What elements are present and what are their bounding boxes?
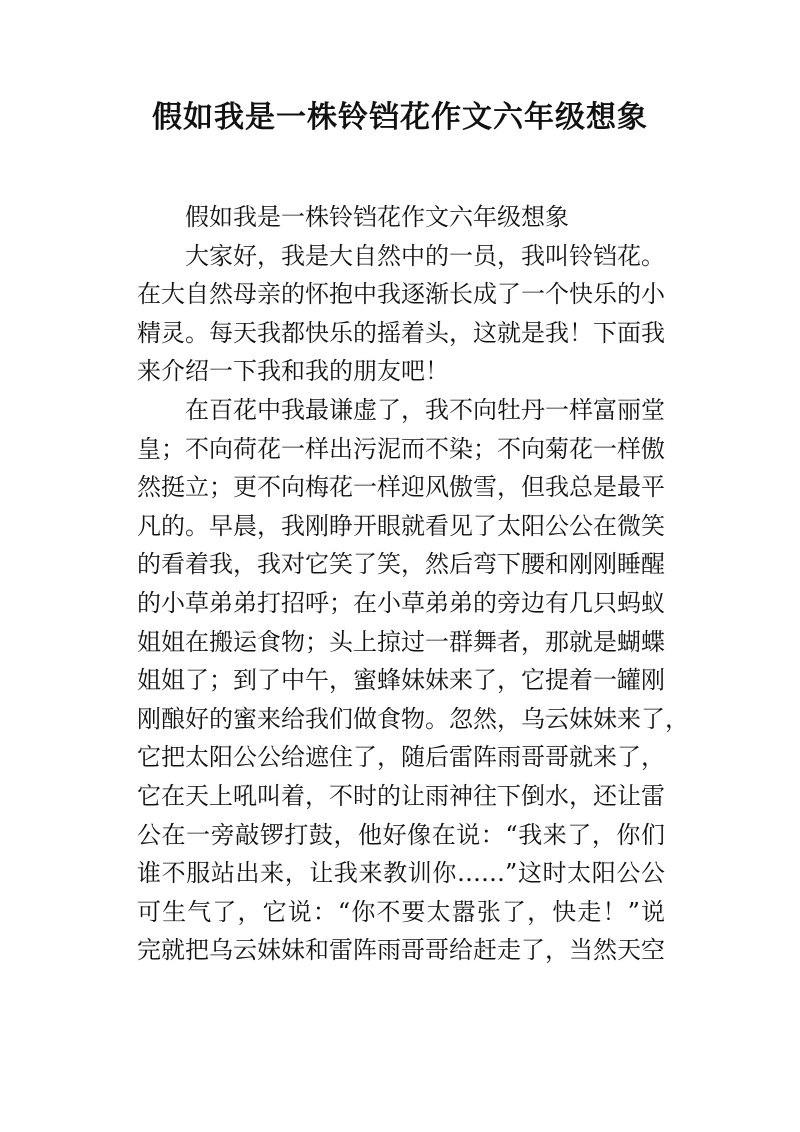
body-line: 精灵。每天我都快乐的摇着头，这就是我！下面我 [137, 318, 665, 347]
body-line: 谁不服站出来，让我来教训你……”这时太阳公公 [137, 859, 665, 888]
body-line: 的看着我，我对它笑了笑，然后弯下腰和刚刚睡醒 [137, 550, 665, 579]
document-body [137, 198, 689, 970]
body-line: 皇；不向荷花一样出污泥而不染；不向菊花一样傲 [137, 434, 665, 463]
body-line: 可生气了，它说：“你不要太嚣张了，快走！”说 [137, 897, 665, 926]
body-line: 的小草弟弟打招呼；在小草弟弟的旁边有几只蚂蚁 [137, 588, 665, 617]
document-title: 假如我是一株铃铛花作文六年级想象 [152, 100, 648, 135]
body-line: 凡的。早晨，我刚睁开眼就看见了太阳公公在微笑 [137, 511, 665, 540]
body-line: 姐姐了；到了中午，蜜蜂妹妹来了，它提着一罐刚 [137, 666, 665, 695]
body-line: 它把太阳公公给遮住了，随后雷阵雨哥哥就来了， [137, 743, 665, 772]
body-line: 在百花中我最谦虚了，我不向牡丹一样富丽堂 [185, 395, 665, 424]
body-line: 然挺立；更不向梅花一样迎风傲雪，但我总是最平 [137, 473, 665, 502]
body-line: 姐姐在搬运食物；头上掠过一群舞者，那就是蝴蝶 [137, 627, 665, 656]
body-line: 完就把乌云妹妹和雷阵雨哥哥给赶走了，当然天空 [137, 936, 665, 965]
body-line: 它在天上吼叫着，不时的让雨神往下倒水，还让雷 [137, 781, 665, 810]
body-line: 假如我是一株铃铛花作文六年级想象 [185, 203, 569, 231]
body-line: 公在一旁敲锣打鼓，他好像在说：“我来了，你们 [137, 820, 665, 849]
body-line: 刚酿好的蜜来给我们做食物。忽然，乌云妹妹来了， [137, 704, 689, 733]
body-line: 大家好，我是大自然中的一员，我叫铃铛花。 [185, 241, 665, 270]
body-line: 来介绍一下我和我的朋友吧！ [137, 357, 449, 386]
body-line: 在大自然母亲的怀抱中我逐渐长成了一个快乐的小 [137, 280, 665, 309]
